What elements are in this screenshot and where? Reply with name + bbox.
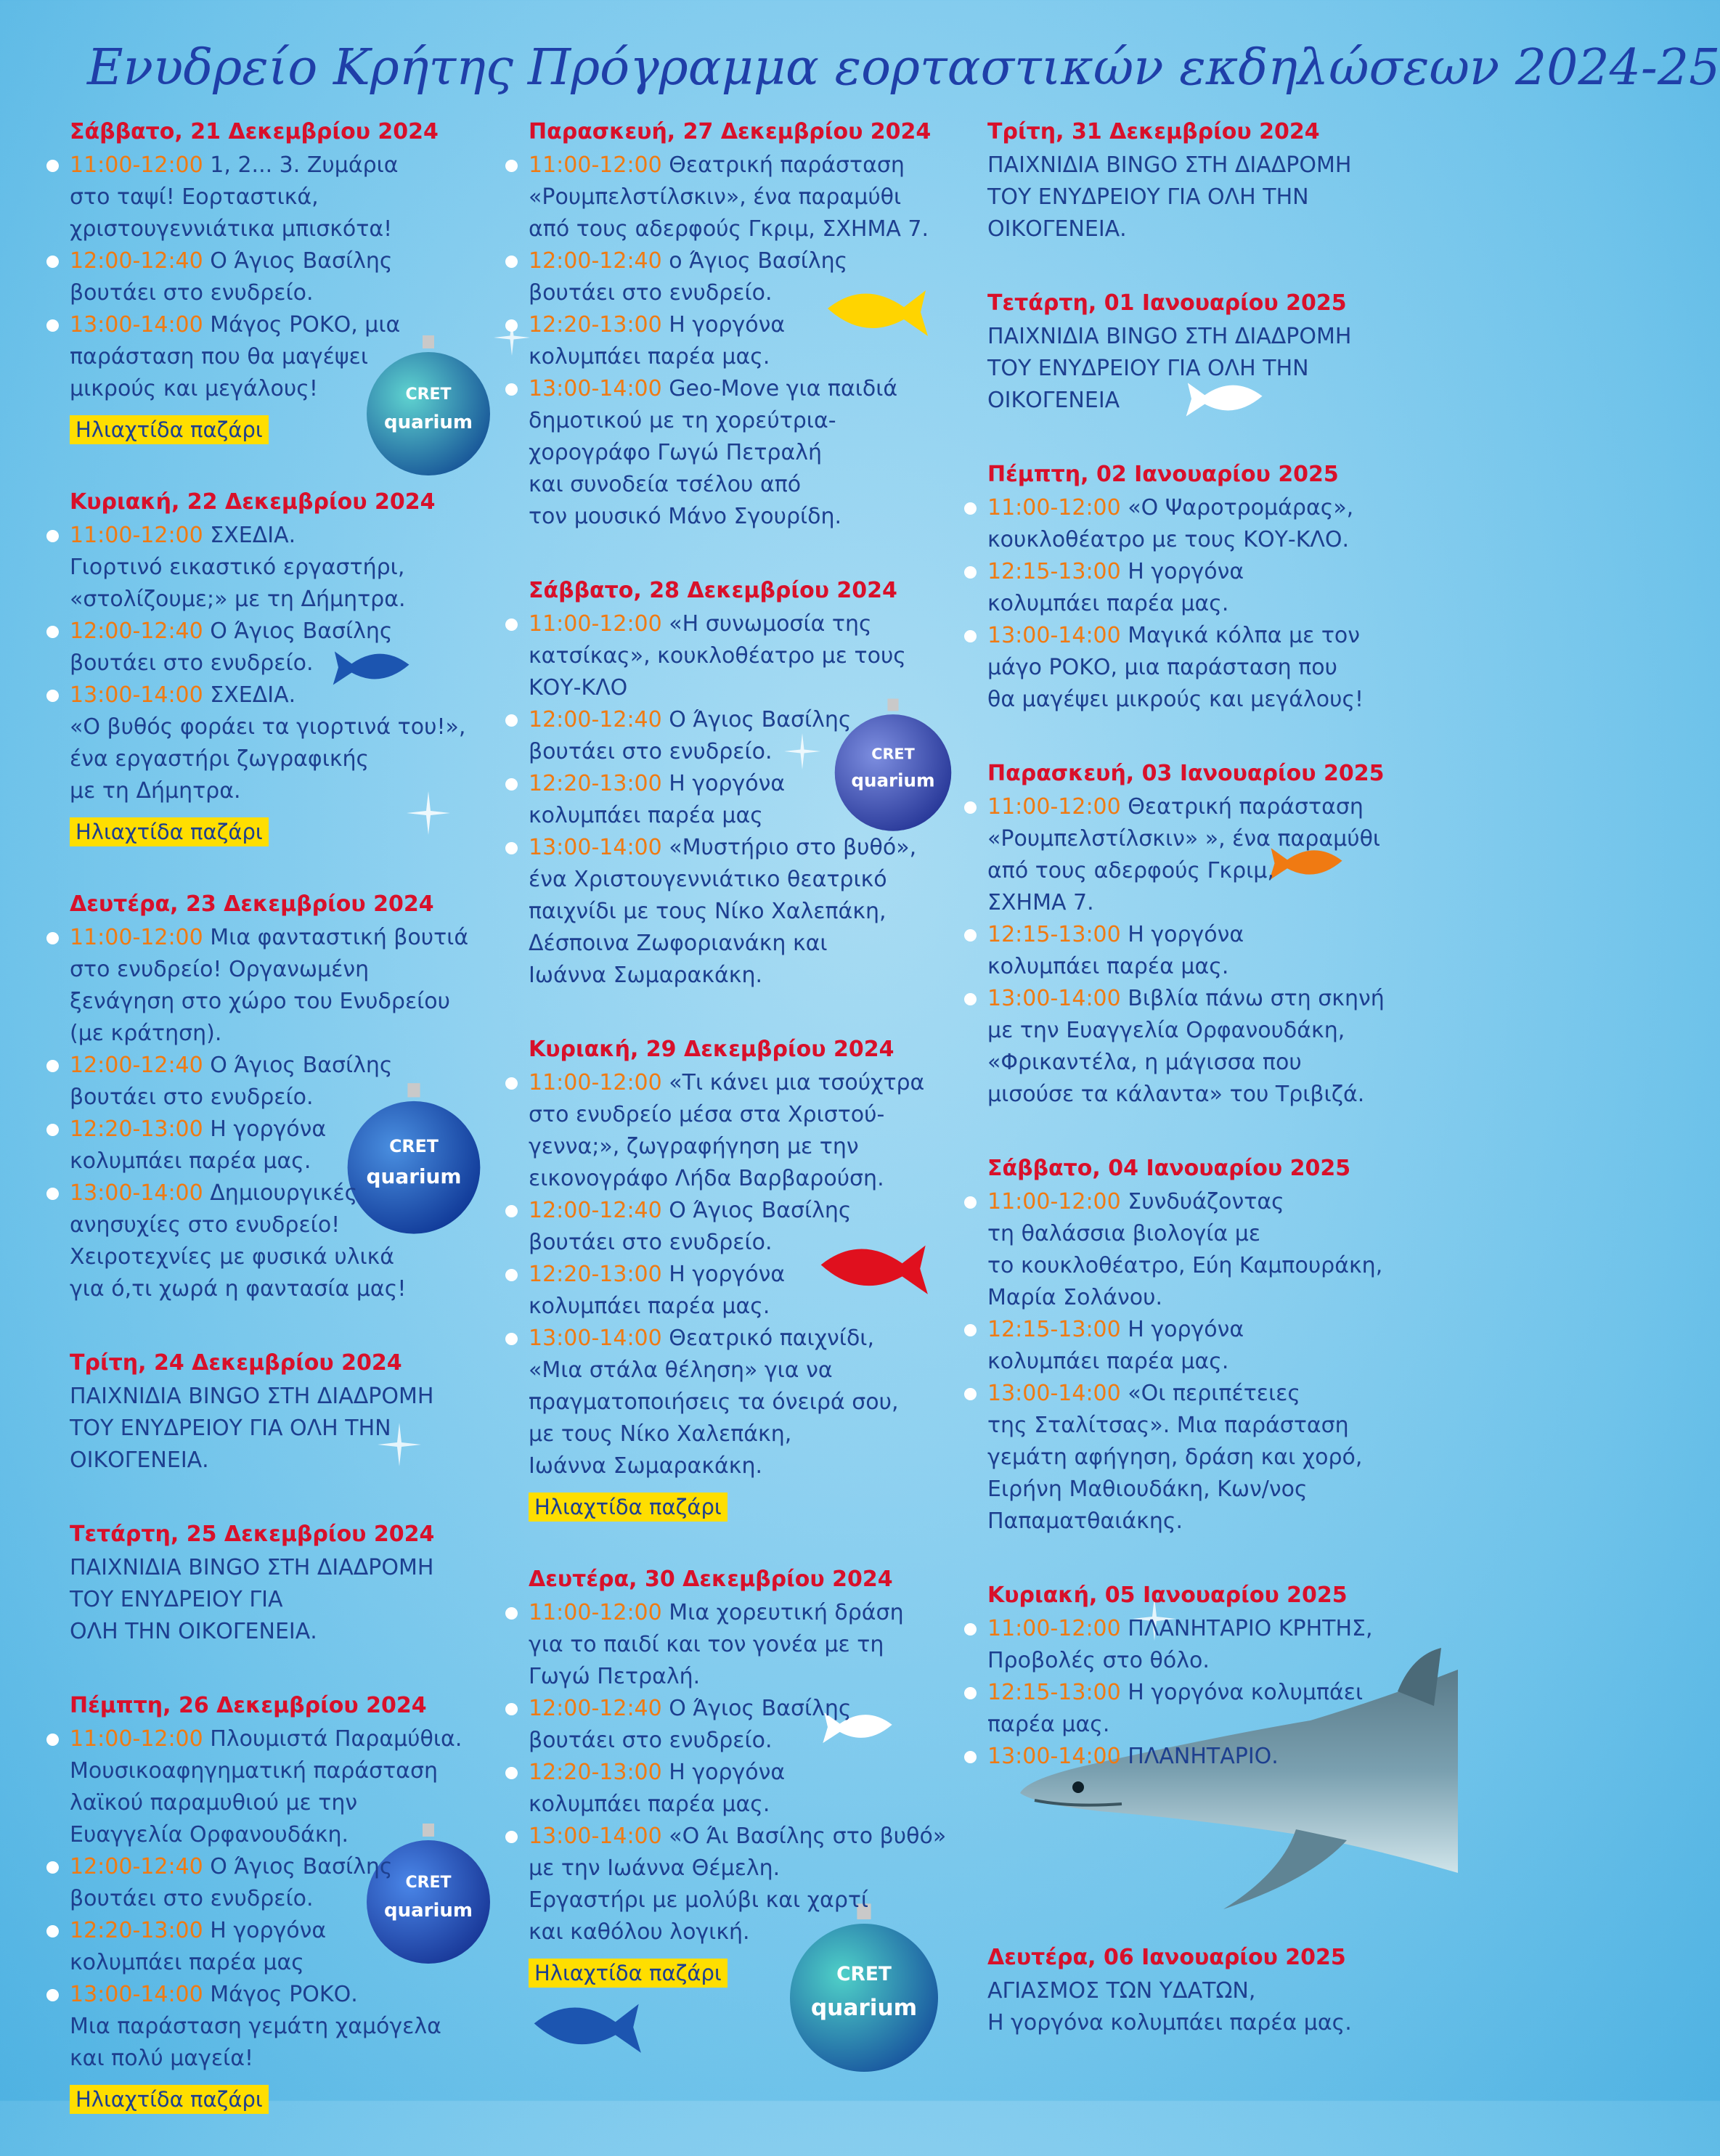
day-description: ΠΑΙΧΝΙΔΙΑ BINGO ΣΤΗ ΔΙΑΔΡΟΜΗ ΤΟΥ ΕΝΥΔΡΕΙΟΥ ΓΙΑ ΟΛΗ ΤΗΝ ΟΙΚΟΓΕΝΕΙΑ.: [70, 1555, 434, 1644]
day-block: [987, 1153, 1452, 1538]
bullet-icon: [46, 932, 59, 944]
event-time: 12:00-12:40: [70, 248, 203, 274]
event-text: «Ο Άι Βασίλης στο βυθό» με την Ιωάννα Θέμελη. Εργαστήρι με μολύβι και χαρτί και καθόλου λογική.: [529, 1824, 947, 1945]
event-item: [987, 1314, 1452, 1378]
bullet-icon: [964, 1324, 977, 1336]
day-block: [70, 486, 534, 846]
bullet-icon: [505, 383, 518, 396]
bullet-icon: [46, 1060, 59, 1072]
page-title: [87, 28, 1720, 107]
event-time: 11:00-12:00: [987, 794, 1121, 820]
event-item: [529, 309, 993, 373]
ornament-label: quarium: [851, 769, 935, 791]
bazaar-badge: Ηλιαχτίδα παζάρι: [529, 1493, 727, 1522]
event-text: Βιβλία πάνω στη σκηνή με την Ευαγγελία Ορφανουδάκη, «Φρικαντέλα, η μάγισσα που μισούσε τα κάλαντα» του Τριβιζά.: [987, 986, 1385, 1107]
bullet-icon: [964, 993, 977, 1005]
bullet-icon: [505, 842, 518, 854]
event-time: 12:20-13:00: [529, 312, 662, 338]
bullet-icon: [964, 502, 977, 515]
ornament-label: quarium: [366, 1164, 462, 1188]
bazaar-badge: Ηλιαχτίδα παζάρι: [70, 817, 269, 846]
bazaar-badge: Ηλιαχτίδα παζάρι: [529, 1959, 727, 1988]
event-item: [529, 373, 993, 533]
event-text: Ο Άγιος Βασίλης βουτάει στο ενυδρείο.: [70, 248, 393, 306]
event-text: Δημιουργικές ανησυχίες στο ενυδρείο! Χειροτεχνίες με φυσικά υλικά για ό,τι χωρά η φαντασία μας!: [70, 1180, 407, 1302]
event-time: 12:00-12:40: [70, 1854, 203, 1879]
event-time: 12:15-13:00: [987, 922, 1121, 947]
event-text: ΠΛΑΝΗΤΑΡΙΟ.: [1120, 1744, 1279, 1769]
event-time: 11:00-12:00: [987, 1616, 1121, 1641]
event-time: 11:00-12:00: [70, 925, 203, 950]
day-date: Πέμπτη, 02 Ιανουαρίου 2025: [987, 462, 1339, 487]
bullet-icon: [505, 319, 518, 332]
bullet-icon: [46, 1989, 59, 2001]
bullet-icon: [964, 566, 977, 579]
event-item: [987, 1378, 1452, 1538]
bazaar-badge: Ηλιαχτίδα παζάρι: [70, 415, 269, 444]
day-block: [529, 1564, 993, 1988]
event-time: 13:00-14:00: [70, 312, 203, 338]
event-item: [987, 556, 1452, 620]
event-time: 11:00-12:00: [529, 1600, 662, 1625]
event-time: 12:20-13:00: [70, 1918, 203, 1943]
day-date: Σάββατο, 04 Ιανουαρίου 2025: [987, 1156, 1351, 1181]
event-text: Η γοργόνα κολυμπάει παρέα μας.: [70, 1116, 327, 1174]
ornament-label: CRET: [389, 1135, 439, 1156]
event-item: [987, 791, 1452, 919]
event-item: [70, 1114, 534, 1177]
event-item: [529, 245, 993, 309]
event-time: 13:00-14:00: [987, 986, 1121, 1011]
event-time: 11:00-12:00: [529, 1070, 662, 1095]
event-text: Η γοργόνα κολυμπάει παρέα μας.: [987, 1680, 1364, 1737]
event-time: 12:00-12:40: [529, 248, 662, 274]
bullet-icon: [964, 1196, 977, 1209]
title-program: Πρόγραμμα εορταστικών εκδηλώσεων 2024-25: [527, 38, 1720, 97]
event-text: Η γοργόνα κολυμπάει παρέα μας.: [987, 559, 1244, 616]
event-time: 13:00-14:00: [987, 1381, 1121, 1406]
day-block: [529, 1034, 993, 1522]
event-time: 11:00-12:00: [70, 152, 203, 178]
day-description: ΠΑΙΧΝΙΔΙΑ BINGO ΣΤΗ ΔΙΑΔΡΟΜΗ ΤΟΥ ΕΝΥΔΡΕΙΟΥ ΓΙΑ ΟΛΗ ΤΗΝ ΟΙΚΟΓΕΝΕΙΑ: [987, 324, 1352, 413]
event-text: Μια φανταστική βουτιά στο ενυδρείο! Οργανωμένη ξενάγηση στο χώρο του Ενυδρείου (με κράτηση).: [70, 925, 469, 1046]
day-block: [987, 116, 1452, 245]
event-item: [987, 1741, 1452, 1773]
event-item: [70, 679, 534, 807]
event-item: [529, 1067, 993, 1195]
event-item: [987, 1677, 1452, 1741]
event-item: [70, 922, 534, 1050]
event-item: [987, 983, 1452, 1111]
event-time: 12:20-13:00: [529, 771, 662, 796]
event-text: Η γοργόνα κολυμπάει παρέα μας: [70, 1918, 327, 1975]
event-time: 11:00-12:00: [987, 495, 1121, 520]
event-text: Ο Άγιος Βασίλης βουτάει στο ενυδρείο.: [70, 1854, 393, 1911]
event-text: «Η συνωμοσία της κατσίκας», κουκλοθέατρο με τους ΚΟΥ-ΚΛΟ: [529, 611, 906, 701]
day-block: [70, 116, 534, 444]
day-block: [529, 575, 993, 992]
event-text: ο Άγιος Βασίλης βουτάει στο ενυδρείο.: [529, 248, 848, 306]
schedule-column-1: [70, 116, 534, 2156]
event-item: [529, 1195, 993, 1259]
bullet-icon: [46, 530, 59, 542]
event-text: Ο Άγιος Βασίλης βουτάει στο ενυδρείο.: [70, 1053, 393, 1110]
bullet-icon: [964, 801, 977, 814]
day-date: Τετάρτη, 25 Δεκεμβρίου 2024: [70, 1522, 435, 1547]
schedule-last-day: [987, 1942, 1452, 2039]
event-item: [70, 1177, 534, 1305]
event-text: Μια χορευτική δράση για το παιδί και τον γονέα με τη Γωγώ Πετραλή.: [529, 1600, 904, 1689]
day-block: [987, 1580, 1452, 1773]
ornament-label: quarium: [810, 1995, 918, 2021]
event-time: 12:15-13:00: [987, 1317, 1121, 1342]
ornament-label: CRET: [836, 1963, 892, 1985]
bullet-icon: [505, 714, 518, 727]
day-block: [987, 758, 1452, 1111]
event-text: Θεατρική παράσταση «Ρουμπελστίλσκιν», ένα παραμύθι από τους αδερφούς Γκριμ, ΣΧΗΜΑ 7.: [529, 152, 929, 242]
event-item: [987, 620, 1452, 716]
bullet-icon: [46, 1734, 59, 1746]
event-text: «Τι κάνει μια τσούχτρα στο ενυδρείο μέσα στα Χριστού- γεννα;», ζωγραφήγηση με την εικονογράφο Λήδα Βαρβαρούση.: [529, 1070, 925, 1191]
event-item: [529, 832, 993, 992]
event-text: Μάγος ΡΟΚΟ. Μια παράσταση γεμάτη χαμόγελα και πολύ μαγεία!: [70, 1982, 441, 2071]
event-time: 13:00-14:00: [70, 1180, 203, 1206]
bullet-icon: [505, 1831, 518, 1843]
day-block: [987, 287, 1452, 417]
day-description: ΠΑΙΧΝΙΔΙΑ BINGO ΣΤΗ ΔΙΑΔΡΟΜΗ ΤΟΥ ΕΝΥΔΡΕΙΟΥ ΓΙΑ ΟΛΗ ΤΗΝ ΟΙΚΟΓΕΝΕΙΑ.: [70, 1384, 434, 1473]
event-time: 11:00-12:00: [987, 1189, 1121, 1214]
day-date: Τρίτη, 24 Δεκεμβρίου 2024: [70, 1350, 402, 1376]
day-date: Δευτέρα, 06 Ιανουαρίου 2025: [987, 1945, 1346, 1970]
bullet-icon: [505, 160, 518, 172]
ornament-label: quarium: [383, 1900, 473, 1922]
event-item: [70, 309, 534, 405]
event-item: [529, 1597, 993, 1693]
event-item: [529, 768, 993, 832]
bullet-icon: [505, 1205, 518, 1217]
bullet-icon: [46, 1925, 59, 1937]
event-text: Ο Άγιος Βασίλης βουτάει στο ενυδρείο.: [529, 1696, 852, 1753]
event-time: 12:15-13:00: [987, 559, 1121, 584]
event-time: 11:00-12:00: [70, 523, 203, 548]
event-time: 13:00-14:00: [529, 1326, 662, 1351]
event-time: 12:00-12:40: [529, 1696, 662, 1721]
event-text: Μαγικά κόλπα με τον μάγο ΡΟΚΟ, μια παράσταση που θα μαγέψει μικρούς και μεγάλους!: [987, 623, 1364, 712]
bullet-icon: [964, 1751, 977, 1763]
event-item: [529, 150, 993, 245]
schedule-column-3: [987, 116, 1452, 1815]
bullet-icon: [964, 1623, 977, 1636]
event-text: «Οι περιπέτειες της Σταλίτσας». Μια παράσταση γεμάτη αφήγηση, δράση και χορό, Ειρήνη Μαθιουδάκη, Κων/νος Παπαματθαιάκης.: [987, 1381, 1363, 1534]
event-time: 12:00-12:40: [529, 1198, 662, 1223]
event-item: [987, 492, 1452, 556]
day-date: Πέμπτη, 26 Δεκεμβρίου 2024: [70, 1693, 427, 1718]
event-time: 12:00-12:40: [529, 707, 662, 732]
event-text: 1, 2... 3. Ζυμάρια στο ταψί! Εορταστικά, χριστουγεννιάτικα μπισκότα!: [70, 152, 399, 242]
bullet-icon: [505, 1269, 518, 1281]
event-text: Θεατρικό παιχνίδι, «Μια στάλα θέληση» για να πραγματοποιήσεις τα όνειρά σου, με τους Νίκο Χαλεπάκη, Ιωάννα Σωμαρακάκη.: [529, 1326, 899, 1479]
ornament-label: CRET: [405, 385, 452, 404]
event-item: [529, 1693, 993, 1757]
day-description: ΑΓΙΑΣΜΟΣ ΤΩΝ ΥΔΑΤΩΝ, Η γοργόνα κολυμπάει παρέα μας.: [987, 1978, 1352, 2035]
event-text: Geo-Move για παιδιά δημοτικού με τη χορεύτρια- χορογράφο Γωγώ Πετραλή και συνοδεία τσέλου από τον μουσικό Μάνο Σγουρίδη.: [529, 376, 898, 529]
day-date: Σάββατο, 28 Δεκεμβρίου 2024: [529, 578, 897, 603]
event-time: 12:15-13:00: [987, 1680, 1121, 1705]
day-block: [987, 459, 1452, 716]
day-date: Τρίτη, 31 Δεκεμβρίου 2024: [987, 119, 1320, 144]
title-aquarium: Ενυδρείο Κρήτης: [87, 38, 513, 97]
schedule-column-2: [529, 116, 993, 2030]
event-text: «Μυστήριο στο βυθό», ένα Χριστουγεννιάτικο θεατρικό παιχνίδι με τους Νίκο Χαλεπάκη, Δέσποινα Ζωφοριανάκη και Ιωάννα Σωμαρακάκη.: [529, 835, 917, 988]
event-text: Η γοργόνα κολυμπάει παρέα μας: [529, 771, 786, 828]
event-item: [70, 150, 534, 245]
event-item: [529, 1757, 993, 1821]
event-time: 13:00-14:00: [70, 682, 203, 708]
bullet-icon: [964, 1388, 977, 1400]
bullet-icon: [46, 1188, 59, 1200]
bullet-icon: [505, 778, 518, 791]
bullet-icon: [505, 1607, 518, 1620]
bullet-icon: [505, 256, 518, 268]
ornament-label: CRET: [405, 1874, 452, 1892]
event-item: [70, 1723, 534, 1851]
bullet-icon: [46, 1861, 59, 1874]
event-text: Η γοργόνα κολυμπάει παρέα μας.: [529, 1760, 786, 1817]
bullet-icon: [505, 1767, 518, 1779]
event-item: [70, 1851, 534, 1915]
day-block: [70, 889, 534, 1305]
bullet-icon: [46, 160, 59, 172]
event-text: Η γοργόνα κολυμπάει παρέα μας.: [987, 1317, 1244, 1374]
bullet-icon: [46, 319, 59, 332]
bullet-icon: [505, 1077, 518, 1090]
event-text: Πλουμιστά Παραμύθια. Μουσικοαφηγηματική παράσταση λαϊκού παραμυθιού με την Ευαγγελία Ορφανουδάκη.: [70, 1726, 462, 1847]
event-item: [987, 919, 1452, 983]
day-date: Παρασκευή, 03 Ιανουαρίου 2025: [987, 761, 1385, 786]
event-time: 13:00-14:00: [529, 835, 662, 860]
event-time: 11:00-12:00: [529, 152, 662, 178]
day-description: ΠΑΙΧΝΙΔΙΑ BINGO ΣΤΗ ΔΙΑΔΡΟΜΗ ΤΟΥ ΕΝΥΔΡΕΙΟΥ ΓΙΑ ΟΛΗ ΤΗΝ ΟΙΚΟΓΕΝΕΙΑ.: [987, 152, 1352, 242]
event-item: [70, 245, 534, 309]
event-item: [987, 1186, 1452, 1314]
event-time: 13:00-14:00: [987, 1744, 1121, 1769]
event-time: 13:00-14:00: [987, 623, 1121, 648]
bullet-icon: [46, 626, 59, 638]
ornament-label: CRET: [871, 745, 915, 763]
day-block: [70, 1347, 534, 1477]
day-date: Σάββατο, 21 Δεκεμβρίου 2024: [70, 119, 439, 144]
bullet-icon: [964, 929, 977, 942]
event-time: 12:20-13:00: [529, 1262, 662, 1287]
event-text: Η γοργόνα κολυμπάει παρέα μας.: [529, 312, 786, 369]
event-item: [70, 520, 534, 616]
bazaar-badge: Ηλιαχτίδα παζάρι: [70, 2085, 269, 2114]
day-date: Κυριακή, 05 Ιανουαρίου 2025: [987, 1583, 1348, 1608]
event-text: Ο Άγιος Βασίλης βουτάει στο ενυδρείο.: [529, 707, 852, 764]
day-date: Παρασκευή, 27 Δεκεμβρίου 2024: [529, 119, 932, 144]
day-date: Τετάρτη, 01 Ιανουαρίου 2025: [987, 290, 1347, 316]
event-item: [987, 1613, 1452, 1677]
bullet-icon: [46, 256, 59, 268]
event-item: [529, 1259, 993, 1323]
event-time: 12:00-12:40: [70, 1053, 203, 1078]
bullet-icon: [46, 690, 59, 702]
event-text: ΠΛΑΝΗΤΑΡΙΟ ΚΡΗΤΗΣ, Προβολές στο θόλο.: [987, 1616, 1373, 1673]
event-time: 12:00-12:40: [70, 618, 203, 644]
bullet-icon: [505, 618, 518, 631]
event-time: 13:00-14:00: [70, 1982, 203, 2007]
event-text: Ο Άγιος Βασίλης βουτάει στο ενυδρείο.: [529, 1198, 852, 1255]
day-date: Κυριακή, 29 Δεκεμβρίου 2024: [529, 1037, 894, 1062]
day-date: Κυριακή, 22 Δεκεμβρίου 2024: [70, 489, 436, 515]
event-text: ΣΧΕΔΙΑ. «Ο βυθός φοράει τα γιορτινά του!», ένα εργαστήρι ζωγραφικής με τη Δήμητρα.: [70, 682, 466, 804]
event-text: Ο Άγιος Βασίλης βουτάει στο ενυδρείο.: [70, 618, 393, 676]
bullet-icon: [964, 630, 977, 642]
event-item: [70, 1915, 534, 1979]
bullet-icon: [505, 1703, 518, 1715]
event-item: [529, 1821, 993, 1948]
event-text: Μάγος ΡΟΚΟ, μια παράσταση που θα μαγέψει μικρούς και μεγάλους!: [70, 312, 401, 401]
event-time: 12:20-13:00: [70, 1116, 203, 1142]
event-item: [70, 1050, 534, 1114]
bullet-icon: [964, 1687, 977, 1699]
day-block: [70, 1690, 534, 2114]
day-block: [70, 1519, 534, 1648]
day-date: Δευτέρα, 30 Δεκεμβρίου 2024: [529, 1567, 893, 1592]
event-time: 11:00-12:00: [70, 1726, 203, 1752]
event-text: Συνδυάζοντας τη θαλάσσια βιολογία με το κουκλοθέατρο, Εύη Καμπουράκη, Μαρία Σολάνου.: [987, 1189, 1383, 1310]
event-time: 12:20-13:00: [529, 1760, 662, 1785]
event-time: 13:00-14:00: [529, 1824, 662, 1849]
event-item: [70, 616, 534, 679]
event-item: [529, 1323, 993, 1482]
event-time: 13:00-14:00: [529, 376, 662, 401]
bullet-icon: [46, 1124, 59, 1136]
event-text: «Ο Ψαροτρομάρας», κουκλοθέατρο με τους ΚΟΥ-ΚΛΟ.: [987, 495, 1354, 552]
day-block: [529, 116, 993, 533]
event-text: Η γοργόνα κολυμπάει παρέα μας.: [529, 1262, 786, 1319]
event-text: Η γοργόνα κολυμπάει παρέα μας.: [987, 922, 1244, 979]
bullet-icon: [505, 1333, 518, 1345]
event-time: 11:00-12:00: [529, 611, 662, 637]
ornament-label: quarium: [383, 412, 473, 433]
event-item: [70, 1979, 534, 2075]
event-text: Θεατρική παράσταση «Ρουμπελστίλσκιν» », ένα παραμύθι από τους αδερφούς Γκριμ, ΣΧΗΜΑ 7.: [987, 794, 1381, 915]
event-text: ΣΧΕΔΙΑ. Γιορτινό εικαστικό εργαστήρι, «στολίζουμε;» με τη Δήμητρα.: [70, 523, 406, 612]
event-item: [529, 608, 993, 704]
day-date: Δευτέρα, 23 Δεκεμβρίου 2024: [70, 891, 434, 917]
event-item: [529, 704, 993, 768]
